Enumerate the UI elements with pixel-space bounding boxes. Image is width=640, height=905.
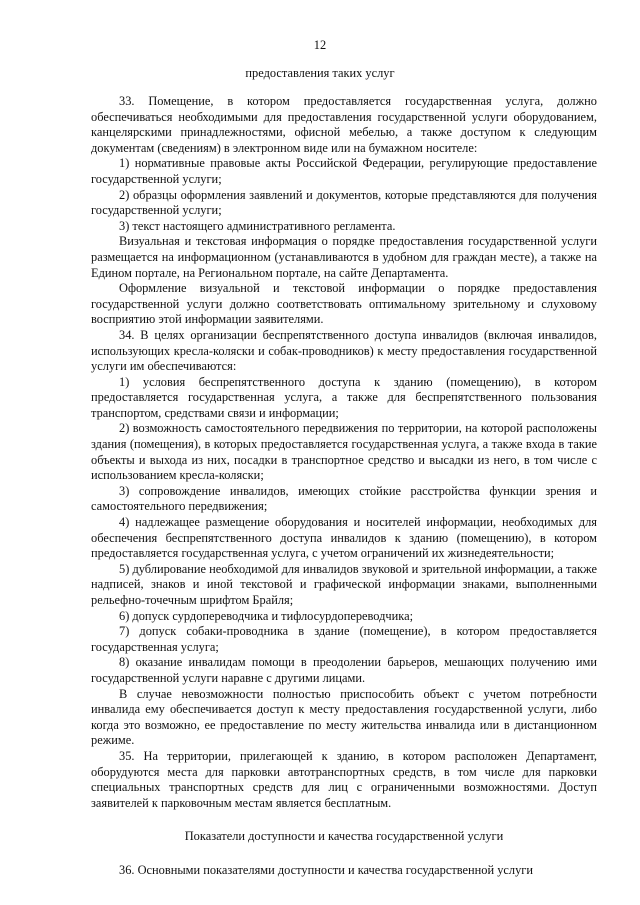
paragraph-34-item-1: 1) условия беспрепятственного доступа к зданию (помещению), в котором предоставляется государственная услуга, а также для беспрепятственного пользования транспортом, средствами связи и информации; [91, 374, 597, 420]
section-gap [91, 811, 597, 829]
paragraph-34-item-2: 2) возможность самостоятельного передвижения по территории, на которой расположены здания (помещения), в которых предоставляется государственная услуга, а также входа в такие объекты и выхода из них, посадки в транспортное средство и высадки из него, в том числе с использованием кресла-коляски; [91, 421, 597, 483]
paragraph-34: 34. В целях организации беспрепятственного доступа инвалидов (включая инвалидов, использующих кресла-коляски и собак-проводников) к месту предоставления государственной услуги им обеспечиваются: [91, 327, 597, 374]
section-gap [91, 845, 597, 863]
section-heading: Показатели доступности и качества государственной услуги [184, 829, 504, 844]
paragraph-33-item-1: 1) нормативные правовые акты Российской Федерации, регулирующие предоставление государственной услуги; [91, 156, 597, 186]
paragraph-36: 36. Основными показателями доступности и качества государственной услуги [119, 862, 533, 877]
paragraph-34-item-5: 5) дублирование необходимой для инвалидов звуковой и зрительной информации, а также надписей, знаков и иной текстовой и графической информации знаками, выполненными рельефно-точечным шрифтом Брайля; [91, 561, 597, 607]
paragraph-33: 33. Помещение, в котором предоставляется государственная услуга, должно обеспечиваться необходимыми для предоставления государственной услуги оборудованием, канцелярскими принадлежностями, офисной мебелью, а также доступом к следующим документам (сведениям) в электронном виде или на бумажном носителе: [91, 94, 597, 155]
paragraph-35: 35. На территории, прилегающей к зданию, в котором расположен Департамент, оборудуются места для парковки автотранспортных средств, в том числе для парковки специальных транспортных средств для лиц с ограниченными возможностями. Доступ заявителей к парковочным местам является бесплатным. [91, 748, 597, 810]
paragraph-34-item-4: 4) надлежащее размещение оборудования и носителей информации, необходимых для обеспечения беспрепятственного доступа инвалидов к зданию (помещению), в котором предоставляется государственная услуга, с учетом ограничений их жизнедеятельности; [91, 515, 597, 561]
paragraph-34-item-6: 6) допуск сурдопереводчика и тифлосурдопереводчика; [119, 608, 414, 623]
paragraph-impossibility: В случае невозможности полностью приспособить объект с учетом потребности инвалида ему обеспечивается доступ к месту предоставления государственной услуги, либо когда это возможно, ее предоставление по месту жительства инвалида или в дистанционном режиме. [91, 686, 597, 748]
heading-continuation: предоставления таких услуг [245, 66, 395, 80]
paragraph-visual-info: Визуальная и текстовая информация о порядке предоставления государственной услуги размещается на информационном (устанавливаются в удобном для граждан месте), а также на Едином портале, на Региональном портале, на сайте Департамента. [91, 234, 597, 280]
paragraph-33-item-3: 3) текст настоящего административного регламента. [119, 218, 396, 233]
document-body [91, 94, 597, 879]
page-number: 12 [313, 38, 327, 52]
paragraph-info-design: Оформление визуальной и текстовой информации о порядке предоставления государственной услуги должно соответствовать оптимальному зрительному и слуховому восприятию этой информации заявителями. [91, 281, 597, 327]
paragraph-34-item-7: 7) допуск собаки-проводника в здание (помещение), в котором предоставляется государственная услуга; [91, 624, 597, 654]
paragraph-34-item-3: 3) сопровождение инвалидов, имеющих стойкие расстройства функции зрения и самостоятельного передвижения; [91, 483, 597, 514]
paragraph-34-item-8: 8) оказание инвалидам помощи в преодолении барьеров, мешающих получению ими государственной услуги наравне с другими лицами. [91, 655, 597, 685]
paragraph-33-item-2: 2) образцы оформления заявлений и документов, которые представляются для получения государственной услуги; [91, 187, 597, 218]
